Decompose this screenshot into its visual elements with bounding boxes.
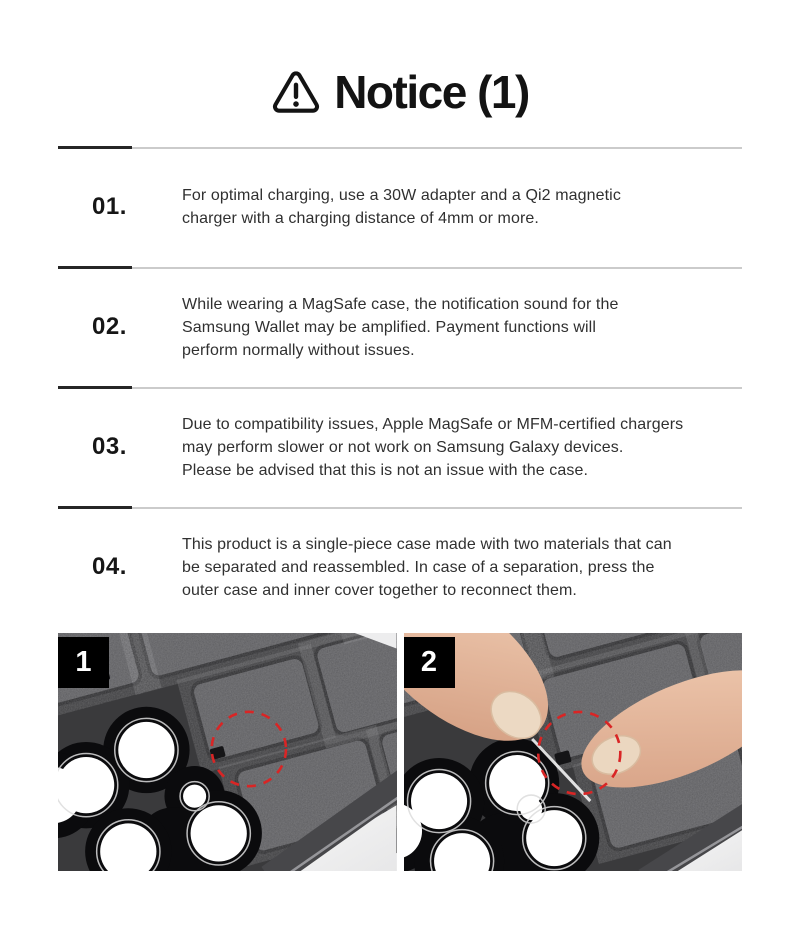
separator xyxy=(58,507,742,509)
notice-text: For optimal charging, use a 30W adapter and a Qi2 magnetic charger with a charging distance of 4mm or more. xyxy=(182,187,621,227)
separator xyxy=(58,267,742,269)
separator xyxy=(58,387,742,389)
notice-row xyxy=(58,147,742,267)
warning-icon xyxy=(271,69,321,115)
notice-number: 02. xyxy=(92,313,127,340)
notice-list xyxy=(58,147,742,627)
header xyxy=(58,66,742,118)
separator xyxy=(58,147,742,149)
page-title: Notice (1) xyxy=(334,66,529,118)
notice-text: This product is a single-piece case made with two materials that can be separated and reassembled. In case of a separation, press the outer case and inner cover together to reconnect them. xyxy=(182,535,672,599)
notice-number: 01. xyxy=(92,193,127,220)
notice-text: While wearing a MagSafe case, the notification sound for the Samsung Wallet may be amplified. Payment functions will perform normally without issues. xyxy=(182,295,619,359)
notice-row xyxy=(58,387,742,507)
photo-2-label: 2 xyxy=(404,637,455,688)
notice-number: 04. xyxy=(92,553,127,580)
photo-1-label: 1 xyxy=(58,637,109,688)
photo-2 xyxy=(404,633,743,871)
warning-triangle-icon xyxy=(271,69,321,115)
photo-1 xyxy=(58,633,397,871)
photo-row xyxy=(58,633,742,871)
notice-text: Due to compatibility issues, Apple MagSafe or MFM-certified chargers may perform slower or not work on Samsung Galaxy devices. Please be advised that this is not an issue with the case. xyxy=(182,415,684,479)
notice-row xyxy=(58,507,742,627)
notice-number: 03. xyxy=(92,433,127,460)
notice-row xyxy=(58,267,742,387)
